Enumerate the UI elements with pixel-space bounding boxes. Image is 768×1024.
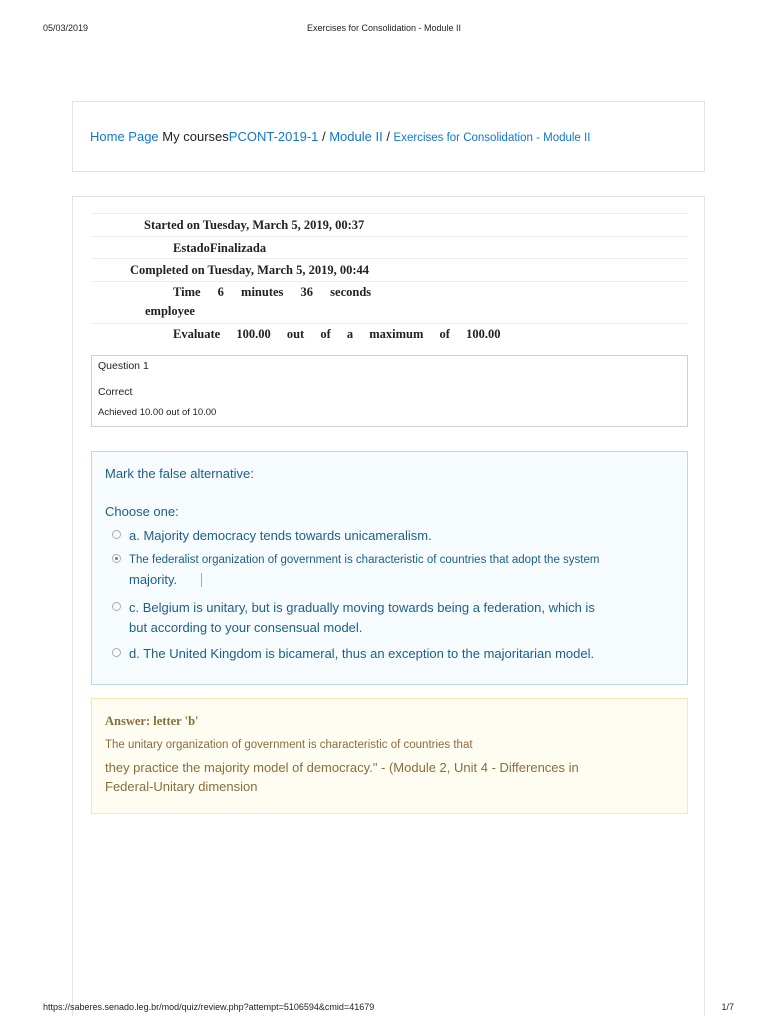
- question-text: Mark the false alternative:: [105, 466, 254, 481]
- answer-text-line1: The unitary organization of government is characteristic of countries that: [105, 739, 473, 751]
- question-info: [91, 355, 688, 427]
- breadcrumb-courses-text: courses: [183, 129, 229, 144]
- breadcrumb-course-link[interactable]: PCONT-2019-1: [228, 129, 319, 144]
- time-text: Time 6 minutes 36 seconds: [173, 285, 372, 299]
- option-b-text: The federalist organization of government is characteristic of countries that adopt the system: [129, 554, 600, 566]
- breadcrumb-box: [72, 101, 705, 172]
- radio-button[interactable]: [112, 602, 121, 611]
- radio-button-selected[interactable]: [112, 554, 121, 563]
- time-label-text: employee: [145, 304, 195, 318]
- question-number: Question 1: [98, 360, 149, 372]
- answer-heading: Answer: letter 'b': [105, 714, 199, 728]
- breadcrumb-separator: /: [318, 129, 330, 144]
- print-url: https://saberes.senado.leg.br/mod/quiz/review.php?attempt=5106594&cmid=41679: [43, 1002, 375, 1012]
- summary-row-grade: [91, 323, 688, 346]
- print-page-number: 1/7: [721, 1002, 734, 1012]
- summary-row-completed: [91, 258, 688, 281]
- answer-text-line2: they practice the majority model of democracy." - (Module 2, Unit 4 - Differences in Federal-Unitary dimension: [105, 760, 579, 794]
- radio-button[interactable]: [112, 530, 121, 539]
- text-cursor: [201, 573, 202, 587]
- option-c-text: c. Belgium is unitary, but is gradually moving towards being a federation, which is: [129, 600, 595, 615]
- breadcrumb-module-link[interactable]: Module II: [329, 129, 383, 144]
- completed-text: Completed on Tuesday, March 5, 2019, 00:44: [130, 263, 370, 277]
- breadcrumb: [90, 129, 590, 144]
- attempt-summary: [91, 213, 688, 346]
- option-a-text: a. Majority democracy tends towards unicameralism.: [129, 528, 432, 543]
- choose-one-label: Choose one:: [105, 504, 179, 519]
- state-text: EstadoFinalizada: [173, 241, 267, 255]
- breadcrumb-my-text: My: [162, 129, 180, 144]
- started-text: Started on Tuesday, March 5, 2019, 00:37: [144, 218, 365, 232]
- print-date: 05/03/2019: [43, 23, 89, 33]
- summary-row-state: [91, 236, 688, 258]
- option-d-text: d. The United Kingdom is bicameral, thus an exception to the majoritarian model.: [129, 646, 595, 661]
- radio-button[interactable]: [112, 648, 121, 657]
- breadcrumb-current-link[interactable]: Exercises for Consolidation - Module II: [393, 132, 591, 144]
- summary-row-time: [91, 281, 688, 323]
- feedback-box: [91, 698, 688, 814]
- breadcrumb-separator: /: [382, 129, 394, 144]
- option-c-text-cont: but according to your consensual model.: [129, 620, 363, 635]
- question-content: [91, 451, 688, 685]
- option-b-text-cont: majority.: [129, 572, 178, 587]
- breadcrumb-home-link[interactable]: Home Page: [90, 129, 159, 144]
- print-title: Exercises for Consolidation - Module II: [306, 23, 462, 33]
- summary-row-started: [91, 213, 688, 236]
- evaluate-text: Evaluate 100.00 out of a maximum of 100.00: [173, 327, 501, 341]
- question-grade: Achieved 10.00 out of 10.00: [98, 407, 217, 418]
- question-status: Correct: [98, 386, 133, 398]
